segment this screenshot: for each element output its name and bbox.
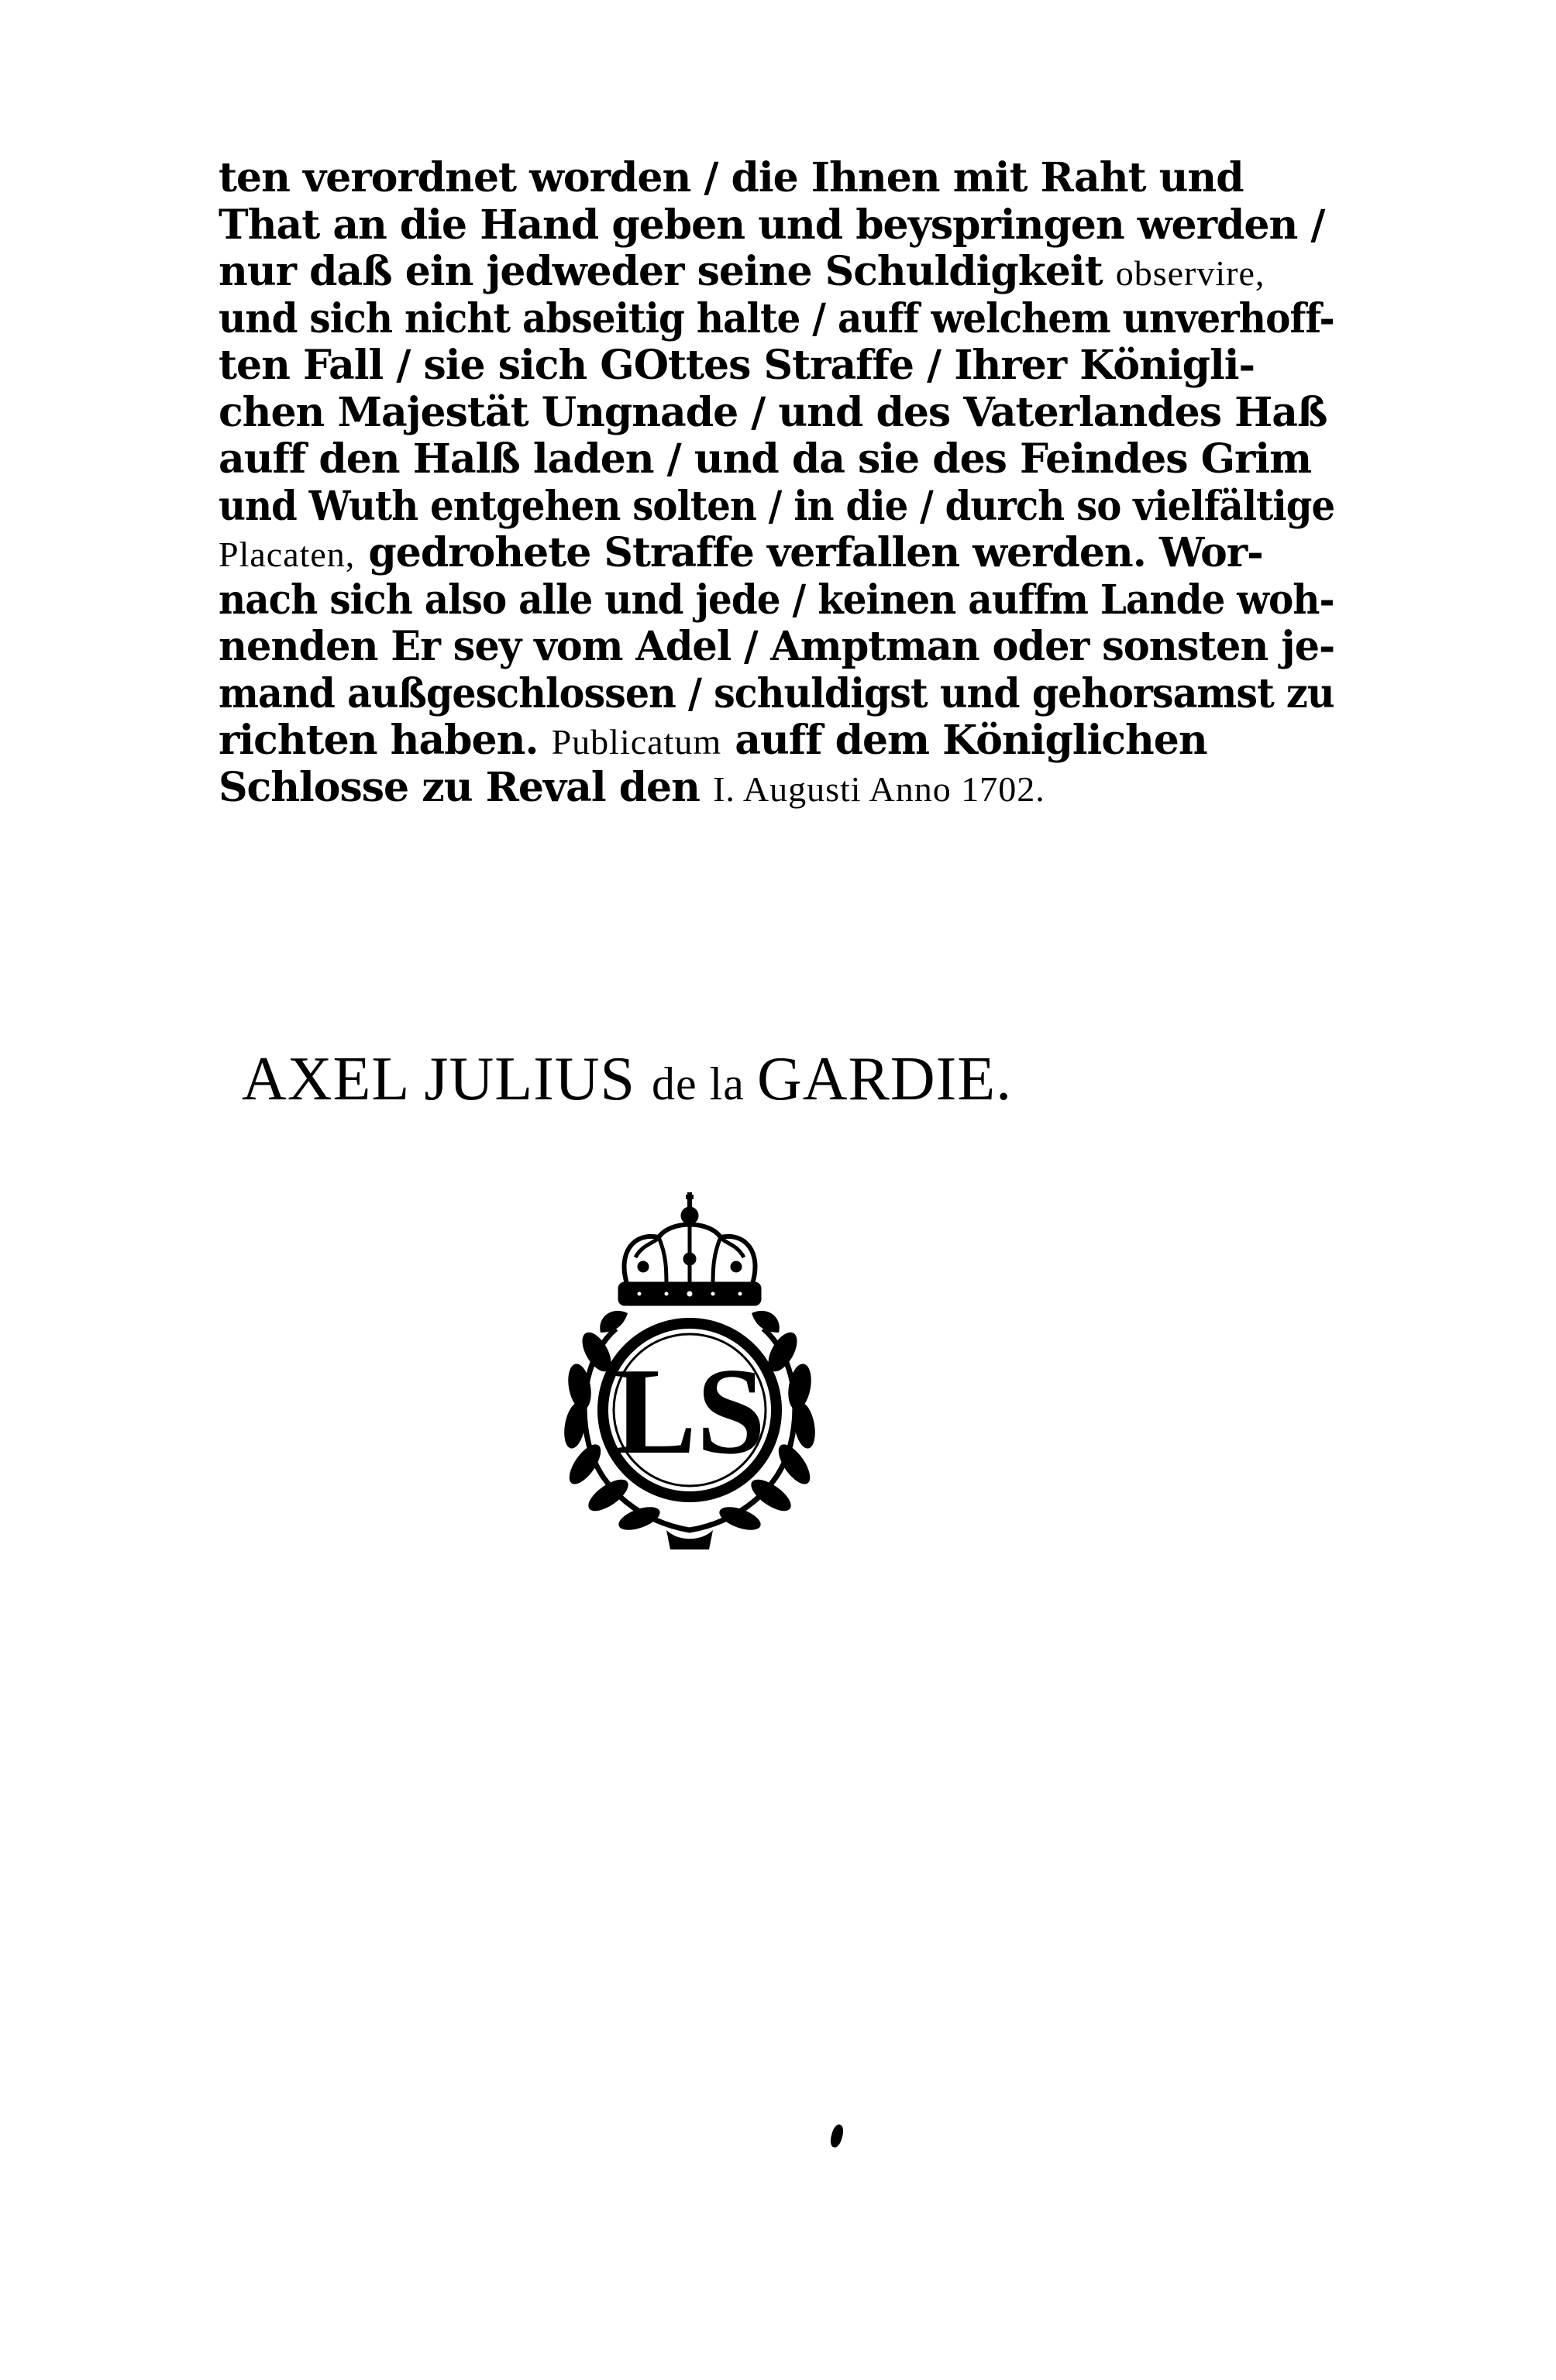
fraktur-text: ten Fall / sie sich GOttes Straffe / Ihrer Königli- xyxy=(219,342,1255,389)
fraktur-text: auff den Halß laden / und da sie des Feindes Grim xyxy=(219,435,1312,483)
text-line xyxy=(219,623,1335,671)
signature-particle: de la xyxy=(652,1058,757,1109)
fraktur-text: nur daß ein jedweder seine Schuldigkeit xyxy=(219,248,1116,295)
fraktur-text: mand außgeschlossen / schuldigst und gehorsamst zu xyxy=(219,669,1334,717)
crown-icon xyxy=(620,1192,759,1304)
fraktur-text: ten verordnet worden / die Ihnen mit Raht und xyxy=(219,154,1244,201)
crowned-laurel-monogram-icon xyxy=(542,1189,837,1553)
text-line xyxy=(219,202,1334,249)
antiqua-text: I. Augusti Anno 1702. xyxy=(713,769,1045,809)
text-line xyxy=(219,249,1334,296)
text-line xyxy=(219,717,1334,765)
antiqua-text: Placaten, xyxy=(219,535,356,574)
fraktur-text: That an die Hand geben und beyspringen werden / xyxy=(219,201,1325,249)
antiqua-text: Publicatum xyxy=(551,722,722,762)
text-line xyxy=(219,669,1334,718)
signature-surname: GARDIE. xyxy=(756,1045,1013,1113)
fraktur-text: richten haben. xyxy=(219,717,552,764)
proclamation-text xyxy=(219,155,1334,811)
text-line xyxy=(219,342,1334,390)
monogram-text: LS xyxy=(614,1342,766,1480)
fraktur-text: und sich nicht abseitig halte / auff welchem unverhoff- xyxy=(219,294,1334,342)
text-line xyxy=(219,155,1334,202)
signature-name: AXEL JULIUS xyxy=(242,1045,652,1113)
fraktur-text: nenden Er sey vom Adel / Amptman oder sonsten je- xyxy=(219,623,1335,670)
fraktur-text: und Wuth entgehen solten / in die / durch so vielfältige xyxy=(219,482,1335,530)
fraktur-text: chen Majestät Ungnade / und des Vaterlandes Haß xyxy=(219,388,1327,436)
fraktur-text: nach sich also alle und jede / keinen auffm Lande woh- xyxy=(219,576,1334,624)
fraktur-text: auff dem Königlichen xyxy=(721,717,1207,764)
text-line xyxy=(219,436,1334,483)
ink-speck xyxy=(828,2124,845,2149)
antiqua-text: observire, xyxy=(1115,253,1265,293)
fraktur-text: Schlosse zu Reval den xyxy=(219,763,714,811)
text-line xyxy=(219,390,1334,437)
text-line xyxy=(219,482,1335,531)
text-line xyxy=(219,530,1334,577)
text-line xyxy=(219,765,1334,812)
fraktur-text: gedrohete Straffe verfallen werden. Wor- xyxy=(355,529,1263,576)
text-line xyxy=(219,294,1334,343)
text-line xyxy=(219,576,1334,624)
signature xyxy=(242,1044,1327,1115)
